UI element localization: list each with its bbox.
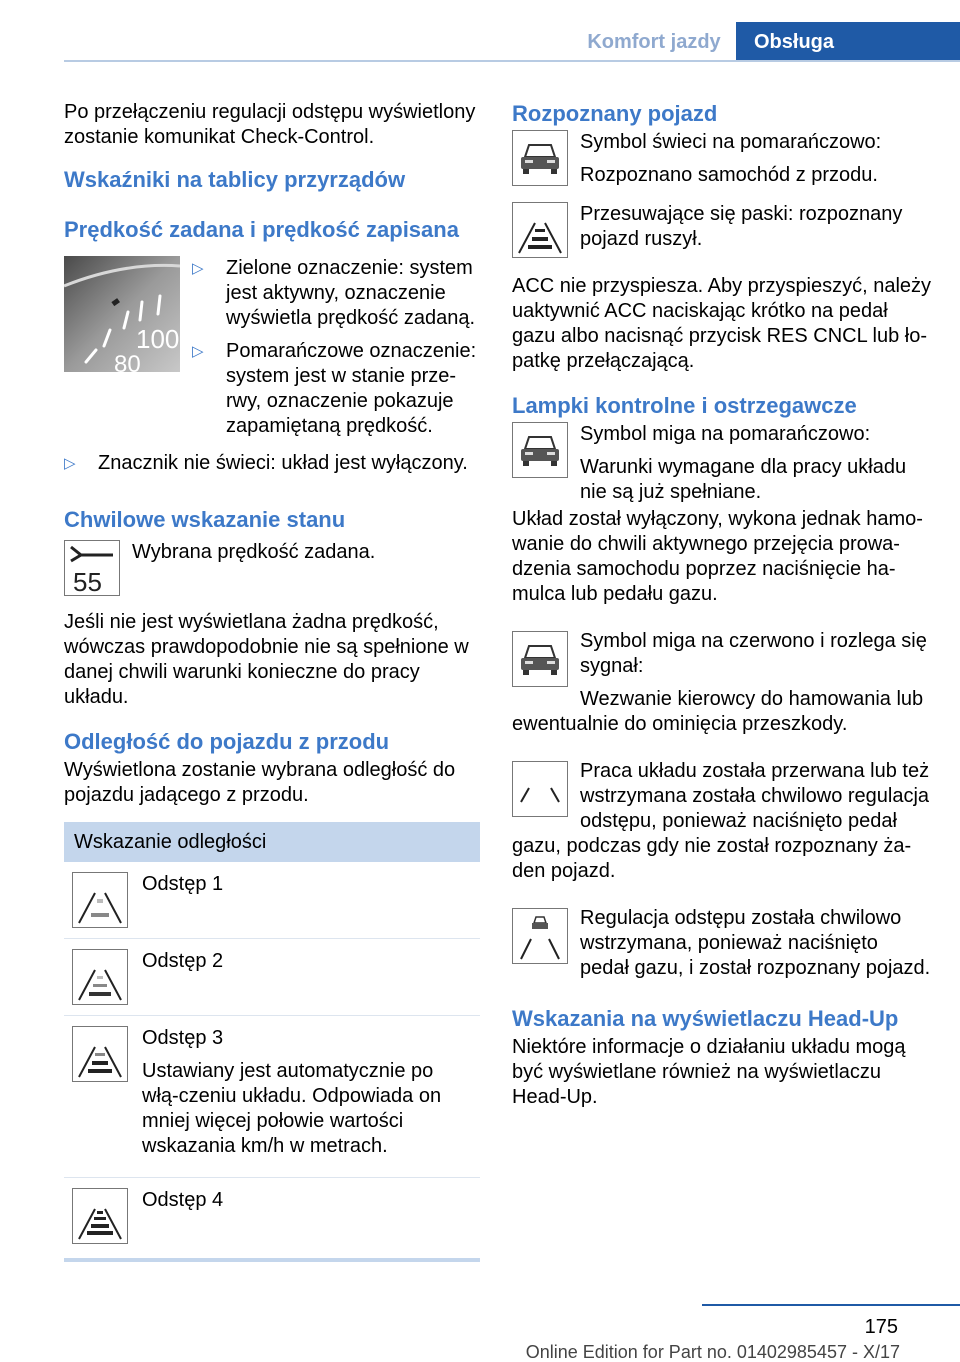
distance-2-icon xyxy=(72,949,128,1005)
header-divider xyxy=(64,60,960,62)
lane-vehicle-icon xyxy=(512,908,568,964)
left-column xyxy=(64,100,482,1262)
right-column xyxy=(512,100,932,1110)
bullet-green: ▷ Zielone oznaczenie: system jest aktywny, oznaczenie wyświetla prędkość zadaną. xyxy=(192,257,476,329)
interrupted-block xyxy=(512,759,932,884)
heading-predkosc: Prędkość zadana i prędkość zapisana xyxy=(64,217,459,242)
heading-chwilowe: Chwilowe wskazanie stanu xyxy=(64,507,346,532)
footer-divider xyxy=(702,1304,960,1306)
vehicle-detected-icon xyxy=(512,130,568,186)
vehicle-blink-red-icon xyxy=(512,631,568,687)
table-row xyxy=(64,939,480,1016)
gauge-block xyxy=(64,256,482,447)
distance-1-icon xyxy=(72,872,128,928)
speed-status-row xyxy=(64,540,482,596)
lampki-red-text-b: Wezwanie kierowcy do hamowania lub ewentualnie do ominięcia przeszkody. xyxy=(512,688,924,735)
distance-1-label: Odstęp 1 xyxy=(142,873,224,895)
table-row xyxy=(64,1178,480,1258)
paused-block xyxy=(512,906,932,981)
table-row xyxy=(64,1016,480,1178)
interrupted-text: Praca układu została przerwana lub też wstrzymana została chwilowo regulacja odstępu, ponieważ naciśnięto pedał gazu, podczas gdy nie został rozpoznany ża-den pojazd. xyxy=(512,760,930,882)
moving-bars-icon xyxy=(512,202,568,258)
vehicle-blink-orange-icon xyxy=(512,422,568,478)
odleglosc-text: Wyświetlona zostanie wybrana odległość do pojazdu jadącego z przodu. xyxy=(64,759,456,806)
lampki-text-b: Warunki wymagane dla pracy układu nie są już spełniane. xyxy=(580,456,907,503)
warning-orange-row xyxy=(512,422,932,507)
speedometer-gauge-image xyxy=(64,256,180,372)
heading-lampki: Lampki kontrolne i ostrzegawcze xyxy=(512,393,857,418)
gauge-label-100: 100 xyxy=(136,324,180,354)
table-bottom-rule xyxy=(64,1258,480,1262)
heading-headup: Wskazania na wyświetlaczu Head-Up xyxy=(512,1006,899,1031)
bullet-orange: ▷ Pomarańczowe oznaczenie: system jest w stanie prze-rwy, oznaczenie pokazuje zapamiętaną prędkość. xyxy=(192,340,477,437)
bullet-off: ▷ Znacznik nie świeci: układ jest wyłączony. xyxy=(64,452,468,474)
set-speed-icon xyxy=(64,540,120,596)
warning-red-block xyxy=(512,629,932,737)
lane-lines-icon xyxy=(512,761,568,817)
uklad-text: Układ został wyłączony, wykona jednak hamo-wanie do chwili aktywnego przejęcia prowa-dzenia samochodu poprzez naciśnięcie ha-mulca lub pedału gazu. xyxy=(512,508,923,605)
header-chapter-tab[interactable]: Obsługa xyxy=(736,22,960,62)
distance-3-note: Ustawiany jest automatycznie po włą-czeniu układu. Odpowiada on mniej więcej połowie wartości wskazania km/h w metrach. xyxy=(142,1060,442,1157)
distance-4-label: Odstęp 4 xyxy=(142,1189,224,1211)
detected-vehicle-row xyxy=(512,130,932,196)
gauge-label-80: 80 xyxy=(114,351,141,372)
distance-4-icon xyxy=(72,1188,128,1244)
triangle-bullet-icon: ▷ xyxy=(64,455,76,472)
triangle-bullet-icon: ▷ xyxy=(192,260,204,277)
heading-rozpoznany: Rozpoznany pojazd xyxy=(512,101,718,126)
heading-wskazniki: Wskaźniki na tablicy przyrządów xyxy=(64,167,406,192)
triangle-bullet-icon: ▷ xyxy=(192,343,204,360)
distance-table-header: Wskazanie odległości xyxy=(64,822,480,862)
rozpoznany-text-a: Symbol świeci na pomarańczowo: xyxy=(580,131,882,153)
set-speed-value: 55 xyxy=(73,567,102,595)
distance-3-icon xyxy=(72,1026,128,1082)
intro-text: Po przełączeniu regulacji odstępu wyświetlony zostanie komunikat Check-Control. xyxy=(64,101,476,148)
page-number: 175 xyxy=(864,1316,898,1338)
distance-2-label: Odstęp 2 xyxy=(142,950,224,972)
distance-table xyxy=(64,822,480,1262)
table-row xyxy=(64,862,480,939)
lampki-red-text-a: Symbol miga na czerwono i rozlega się sygnał: xyxy=(580,630,927,677)
no-speed-text: Jeśli nie jest wyświetlana żadna prędkość, wówczas prawdopodobnie nie są spełnione w danej chwili warunki konieczne do pracy układu. xyxy=(64,611,469,708)
distance-3-label: Odstęp 3 xyxy=(142,1027,224,1049)
header-section-tab[interactable]: Komfort jazdy xyxy=(587,31,721,53)
rozpoznany-text-b: Rozpoznano samochód z przodu. xyxy=(580,164,878,186)
paused-text: Regulacja odstępu została chwilowo wstrzymana, ponieważ naciśnięto pedał gazu, i został rozpoznany pojazd. xyxy=(580,907,931,979)
acc-text: ACC nie przyspiesza. Aby przyspieszyć, należy uaktywnić ACC naciskając krótko na pedał gazu albo nacisnąć przycisk RES CNCL lub ło-patkę przełączającą. xyxy=(512,275,932,372)
headup-text: Niektóre informacje o działaniu układu mogą być wyświetlane również na wyświetlaczu Head-Up. xyxy=(512,1036,906,1108)
chwilowe-text: Wybrana prędkość zadana. xyxy=(132,541,376,563)
heading-odleglosc: Odległość do pojazdu z przodu xyxy=(64,729,390,754)
ruszyl-text: Przesuwające się paski: rozpoznany pojazd ruszył. xyxy=(580,203,903,250)
lampki-text-a: Symbol miga na pomarańczowo: xyxy=(580,423,871,445)
vehicle-started-row xyxy=(512,202,932,260)
edition-footer: Online Edition for Part no. 01402985457 - X/17 xyxy=(525,1342,900,1362)
